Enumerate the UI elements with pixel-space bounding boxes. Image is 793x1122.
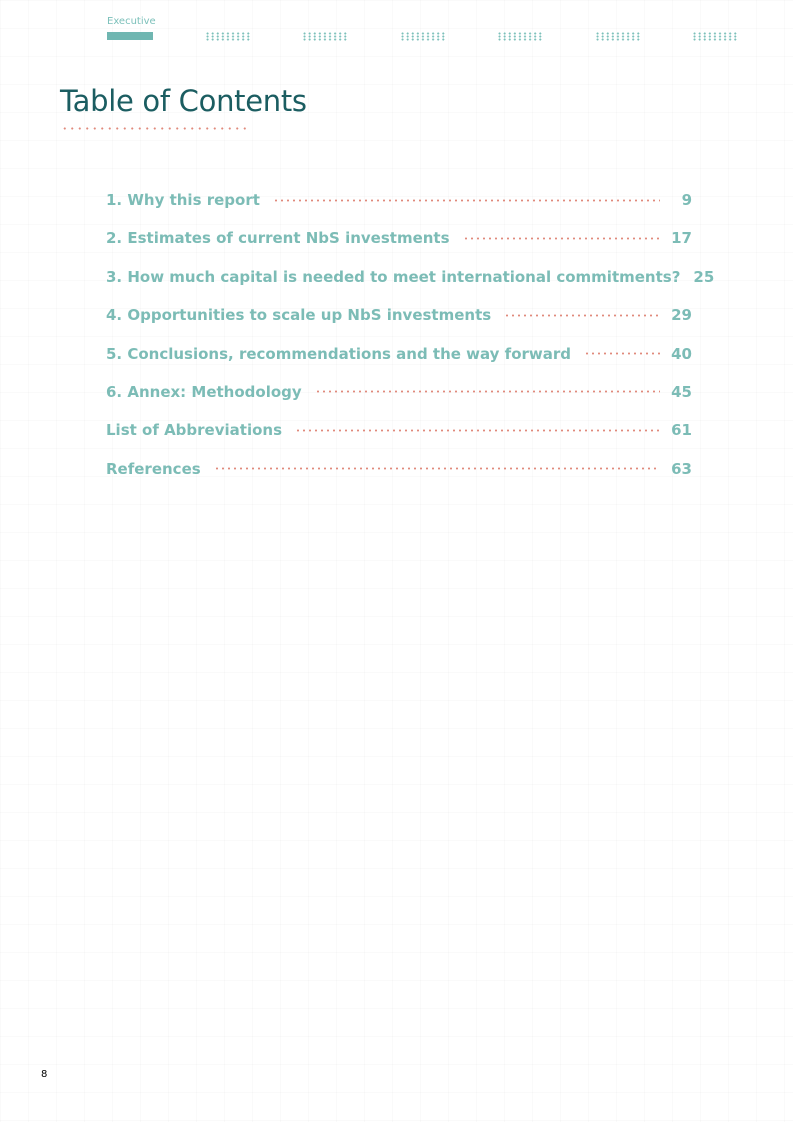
nav-tab-6-dots[interactable] <box>595 32 641 41</box>
toc-entry-page: 40 <box>671 344 692 363</box>
nav-tab-7-dots[interactable] <box>692 32 738 41</box>
nav-tab-3-dots[interactable] <box>302 32 348 41</box>
toc-entry-page: 25 <box>693 267 715 286</box>
nav-tab-executive[interactable] <box>107 16 156 40</box>
title-dotted-underline <box>61 127 249 130</box>
toc-entry-page: 17 <box>671 229 692 248</box>
toc-entry-title: 3. How much capital is needed to meet international commitments? <box>106 267 681 286</box>
toc-entry-title: 4. Opportunities to scale up NbS investments <box>106 306 492 325</box>
toc-entry-title: 5. Conclusions, recommendations and the way forward <box>106 344 572 363</box>
toc-dot-leader <box>295 429 660 432</box>
page-number: 8 <box>41 1069 48 1080</box>
toc-entry-current-investments[interactable] <box>106 224 692 252</box>
toc-entry-abbreviations[interactable] <box>106 416 692 444</box>
toc-dot-leader <box>504 314 660 317</box>
toc-entry-title: 1. Why this report <box>106 191 260 209</box>
section-nav <box>0 0 793 50</box>
toc-entry-title: References <box>106 459 201 478</box>
toc-entry-title: 6. Annex: Methodology <box>106 382 302 401</box>
toc-dot-leader <box>214 467 660 470</box>
toc-dot-leader <box>315 390 660 393</box>
toc-dot-leader <box>463 237 660 240</box>
toc-entry-why-this-report[interactable] <box>106 186 692 214</box>
nav-tab-2-dots[interactable] <box>205 32 251 41</box>
toc-entry-page: 45 <box>671 382 692 401</box>
toc-entry-page: 63 <box>671 459 692 478</box>
toc-dot-leader <box>273 199 660 202</box>
toc-entry-capital-needed[interactable] <box>106 263 715 291</box>
nav-tab-label: Executive <box>107 16 156 27</box>
toc-entry-opportunities[interactable] <box>106 301 692 329</box>
toc-entry-conclusions[interactable] <box>106 340 692 368</box>
nav-active-indicator <box>107 32 153 40</box>
table-of-contents <box>106 186 715 493</box>
toc-entry-references[interactable] <box>106 455 692 483</box>
toc-entry-annex-methodology[interactable] <box>106 378 692 406</box>
toc-entry-title: 2. Estimates of current NbS investments <box>106 229 450 248</box>
page-title: Table of Contents <box>60 84 307 118</box>
nav-tab-4-dots[interactable] <box>400 32 446 41</box>
toc-entry-page: 9 <box>681 191 692 209</box>
toc-entry-title: List of Abbreviations <box>106 421 282 440</box>
toc-dot-leader <box>584 352 660 355</box>
toc-entry-page: 29 <box>671 306 692 325</box>
toc-entry-page: 61 <box>671 421 692 440</box>
nav-tab-5-dots[interactable] <box>497 32 543 41</box>
